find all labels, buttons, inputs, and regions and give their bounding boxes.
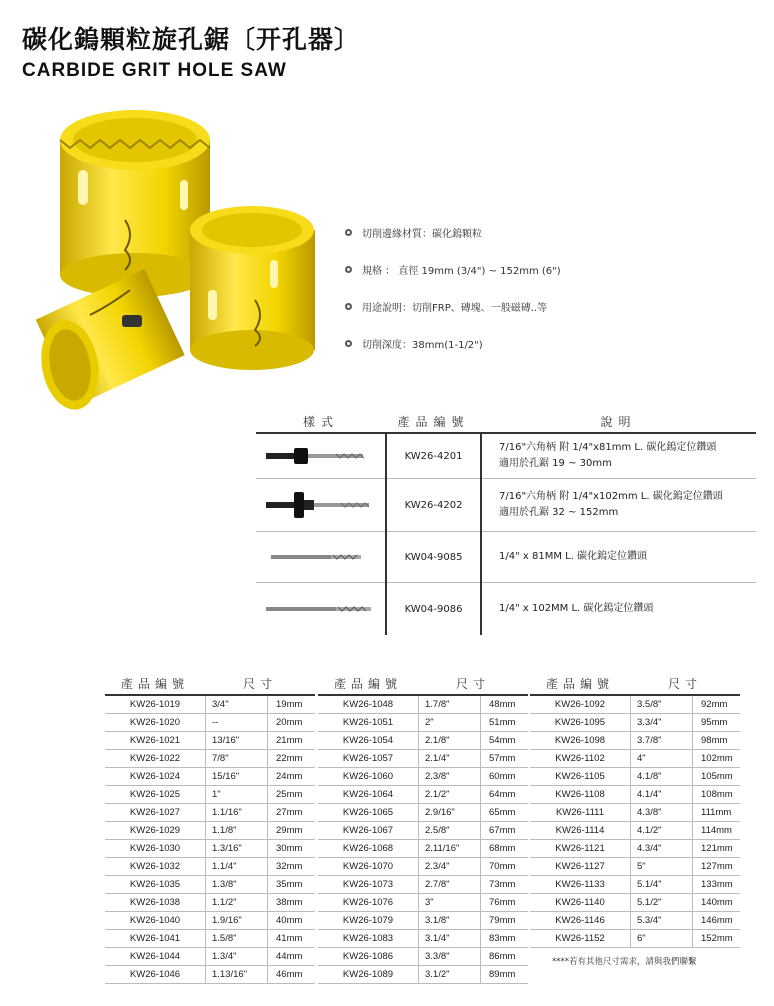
bullet-icon [345,266,352,273]
table-row [318,750,528,768]
mm-cell: 73mm [489,879,516,890]
mm-cell: 48mm [489,699,516,710]
table-row [105,714,315,732]
inch-cell: 1.9/16" [206,912,268,929]
inch-cell: 1.3/16" [206,840,268,857]
mm-cell: 98mm [701,735,728,746]
table-row [530,876,740,894]
model-cell: KW26-1048 [318,696,419,713]
model-cell: KW26-1046 [105,966,206,983]
accessory-table-body [256,434,756,635]
table-row [105,750,315,768]
table-row [530,912,740,930]
inch-cell: 2.1/4" [419,750,481,767]
mm-cell: 79mm [489,915,516,926]
table-row [530,930,740,948]
model-cell: KW26-1022 [105,750,206,767]
inch-cell: 3.7/8" [631,732,693,749]
mm-cell: 29mm [276,825,303,836]
accessory-table-header [256,410,756,434]
size-table-3 [530,672,740,948]
mm-cell: 105mm [701,771,733,782]
spec-item [345,251,765,288]
product-description [481,601,756,617]
table-row [105,858,315,876]
header-size: 尺寸 [667,676,702,691]
table-row [256,434,756,479]
mm-cell: 32mm [276,861,303,872]
model-cell: KW26-1030 [105,840,206,857]
table-row [256,583,756,635]
table-row [318,894,528,912]
size-table-header [105,672,315,696]
model-cell: KW26-1044 [105,948,206,965]
table-row [105,696,315,714]
inch-cell: 4.3/8" [631,804,693,821]
table-row [105,786,315,804]
table-row [105,732,315,750]
size-table-body [105,696,315,984]
mm-cell: 86mm [489,951,516,962]
model-cell: KW26-1029 [105,822,206,839]
inch-cell: 1.1/4" [206,858,268,875]
model-cell: KW26-1076 [318,894,419,911]
inch-cell: 5.1/4" [631,876,693,893]
model-cell: KW26-1067 [318,822,419,839]
mm-cell: 70mm [489,861,516,872]
inch-cell: 4.1/4" [631,786,693,803]
model-cell: KW26-1065 [318,804,419,821]
product-description [481,489,756,521]
mm-cell: 67mm [489,825,516,836]
mm-cell: 44mm [276,951,303,962]
spec-text: 用途說明：切削FRP、磚塊、一般磁磚..等 [362,303,548,314]
inch-cell: 1.13/16" [206,966,268,983]
mm-cell: 102mm [701,753,733,764]
model-cell: KW26-1152 [530,930,631,947]
model-cell: KW26-1095 [530,714,631,731]
model-cell: KW26-1051 [318,714,419,731]
mm-cell: 24mm [276,771,303,782]
model-cell: KW26-1146 [530,912,631,929]
table-row [530,696,740,714]
pilot-drill-icon [256,583,386,635]
inch-cell: 5" [631,858,693,875]
column-divider [480,434,482,635]
mm-cell: 146mm [701,915,733,926]
model-cell: KW26-1127 [530,858,631,875]
mm-cell: 83mm [489,933,516,944]
mm-cell: 133mm [701,879,733,890]
spec-list [345,214,765,362]
mm-cell: 114mm [701,825,732,836]
inch-cell: 2.9/16" [419,804,481,821]
inch-cell: 3/4" [206,696,268,713]
mm-cell: 38mm [276,897,303,908]
mm-cell: 20mm [276,717,303,728]
inch-cell: -- [206,714,268,731]
spec-text: 切削邊緣材質：碳化鎢顆粒 [362,229,482,240]
model-cell: KW26-1086 [318,948,419,965]
description-line: 7/16"六角柄 附 1/4"x102mm L. 碳化鎢定位鑽頭 [499,491,723,502]
model-cell: KW26-1073 [318,876,419,893]
table-row [105,840,315,858]
model-cell: KW26-1024 [105,768,206,785]
table-row [530,714,740,732]
table-row [530,786,740,804]
bullet-icon [345,229,352,236]
model-cell: KW26-1068 [318,840,419,857]
table-row [530,804,740,822]
inch-cell: 1.1/2" [206,894,268,911]
product-code: KW26-4202 [404,499,463,511]
inch-cell: 3.1/2" [419,966,481,983]
table-row [318,732,528,750]
mm-cell: 127mm [701,861,733,872]
arbor-large-icon [256,479,386,531]
pilot-drill-icon [256,532,386,582]
mm-cell: 30mm [276,843,303,854]
model-cell: KW26-1035 [105,876,206,893]
inch-cell: 1.3/4" [206,948,268,965]
bullet-icon [345,340,352,347]
model-cell: KW26-1083 [318,930,419,947]
size-table-header [318,672,528,696]
inch-cell: 2.1/8" [419,732,481,749]
header-code: 產品編號 [120,676,189,691]
mm-cell: 46mm [276,969,303,980]
header-size: 尺寸 [242,676,277,691]
model-cell: KW26-1133 [530,876,631,893]
inch-cell: 4.1/8" [631,768,693,785]
mm-cell: 65mm [489,807,516,818]
inch-cell: 5.1/2" [631,894,693,911]
table-row [530,750,740,768]
footnote: ****若有其他尺寸需求，請與我們聯繫 [552,957,697,967]
table-row [530,732,740,750]
product-code: KW26-4201 [404,450,463,462]
description-line: 適用於孔鋸 32 ~ 152mm [499,507,619,518]
table-row [318,948,528,966]
model-cell: KW26-1098 [530,732,631,749]
table-row [530,768,740,786]
header-code: 產品編號 [545,676,614,691]
table-row [256,479,756,532]
arbor-small-icon [256,434,386,478]
table-row [530,822,740,840]
header-code: 產品編號 [397,414,470,429]
table-row [256,532,756,583]
model-cell: KW26-1064 [318,786,419,803]
mm-cell: 35mm [276,879,303,890]
product-description [481,549,756,565]
inch-cell: 2.3/4" [419,858,481,875]
size-table-1 [105,672,315,984]
mm-cell: 108mm [701,789,733,800]
table-row [105,768,315,786]
mm-cell: 54mm [489,735,516,746]
inch-cell: 1" [206,786,268,803]
inch-cell: 3.5/8" [631,696,693,713]
model-cell: KW26-1025 [105,786,206,803]
mm-cell: 57mm [489,753,516,764]
description-line: 1/4" x 81MM L. 碳化鎢定位鑽頭 [499,551,648,562]
inch-cell: 4.3/4" [631,840,693,857]
model-cell: KW26-1020 [105,714,206,731]
product-description [481,440,756,472]
inch-cell: 1.1/16" [206,804,268,821]
mm-cell: 27mm [276,807,303,818]
mm-cell: 64mm [489,789,516,800]
spec-item [345,288,765,325]
table-row [105,912,315,930]
table-row [530,840,740,858]
mm-cell: 89mm [489,969,516,980]
mm-cell: 95mm [701,717,728,728]
header-code: 產品編號 [333,676,402,691]
model-cell: KW26-1092 [530,696,631,713]
table-row [105,966,315,984]
medium-hole-saw [190,206,315,370]
mm-cell: 121mm [701,843,733,854]
table-row [318,804,528,822]
model-cell: KW26-1089 [318,966,419,983]
model-cell: KW26-1032 [105,858,206,875]
mm-cell: 41mm [276,933,303,944]
table-row [318,930,528,948]
table-row [318,786,528,804]
mm-cell: 60mm [489,771,516,782]
inch-cell: 15/16" [206,768,268,785]
table-row [318,768,528,786]
table-row [530,858,740,876]
model-cell: KW26-1040 [105,912,206,929]
product-code: KW04-9086 [404,603,463,615]
inch-cell: 13/16" [206,732,268,749]
inch-cell: 2.5/8" [419,822,481,839]
inch-cell: 3.1/4" [419,930,481,947]
model-cell: KW26-1038 [105,894,206,911]
size-table-body [530,696,740,948]
model-cell: KW26-1079 [318,912,419,929]
model-cell: KW26-1114 [530,822,631,839]
description-line: 7/16"六角柄 附 1/4"x81mm L. 碳化鎢定位鑽頭 [499,442,717,453]
model-cell: KW26-1021 [105,732,206,749]
table-row [318,966,528,984]
model-cell: KW26-1105 [530,768,631,785]
table-row [105,804,315,822]
spec-text: 切削深度：38mm(1-1/2") [362,340,483,351]
product-code: KW04-9085 [404,551,463,563]
inch-cell: 2.7/8" [419,876,481,893]
inch-cell: 2.3/8" [419,768,481,785]
mm-cell: 140mm [701,897,733,908]
inch-cell: 2.11/16" [419,840,481,857]
model-cell: KW26-1041 [105,930,206,947]
mm-cell: 40mm [276,915,303,926]
model-cell: KW26-1140 [530,894,631,911]
mm-cell: 51mm [489,717,516,728]
model-cell: KW26-1070 [318,858,419,875]
size-table-header [530,672,740,696]
mm-cell: 111mm [701,807,732,818]
spec-text: 規格 ： 直徑 19mm (3/4") ~ 152mm (6") [362,266,561,277]
model-cell: KW26-1121 [530,840,631,857]
mm-cell: 22mm [276,753,303,764]
inch-cell: 3" [419,894,481,911]
inch-cell: 1.3/8" [206,876,268,893]
table-row [318,876,528,894]
inch-cell: 2" [419,714,481,731]
mm-cell: 152mm [701,933,733,944]
inch-cell: 1.1/8" [206,822,268,839]
table-row [105,894,315,912]
header-size: 尺寸 [455,676,490,691]
model-cell: KW26-1060 [318,768,419,785]
size-table-body [318,696,528,984]
table-row [105,930,315,948]
spec-item [345,214,765,251]
inch-cell: 7/8" [206,750,268,767]
description-line: 適用於孔鋸 19 ~ 30mm [499,458,612,469]
mm-cell: 25mm [276,789,303,800]
size-table-2 [318,672,528,984]
page-title: 碳化鎢顆粒旋孔鋸〔开孔器〕 [22,25,361,54]
inch-cell: 1.7/8" [419,696,481,713]
inch-cell: 3.3/4" [631,714,693,731]
spec-item [345,325,765,362]
table-row [105,876,315,894]
table-row [318,714,528,732]
inch-cell: 3.1/8" [419,912,481,929]
large-hole-saw [60,110,210,297]
model-cell: KW26-1054 [318,732,419,749]
accessory-table [256,410,756,635]
table-row [318,858,528,876]
mm-cell: 21mm [276,735,303,746]
header-style: 樣式 [302,414,339,429]
bullet-icon [345,303,352,310]
model-cell: KW26-1108 [530,786,631,803]
model-cell: KW26-1027 [105,804,206,821]
inch-cell: 1.5/8" [206,930,268,947]
mm-cell: 92mm [701,699,728,710]
inch-cell: 2.1/2" [419,786,481,803]
model-cell: KW26-1111 [530,804,631,821]
table-row [318,912,528,930]
page-subtitle: CARBIDE GRIT HOLE SAW [22,60,287,81]
table-row [318,696,528,714]
model-cell: KW26-1102 [530,750,631,767]
table-row [105,948,315,966]
column-divider [385,434,387,635]
hole-saw-product-photo [30,100,330,420]
inch-cell: 5.3/4" [631,912,693,929]
inch-cell: 4.1/2" [631,822,693,839]
inch-cell: 6" [631,930,693,947]
table-row [318,840,528,858]
table-row [105,822,315,840]
mm-cell: 68mm [489,843,516,854]
table-row [318,822,528,840]
mm-cell: 19mm [276,699,303,710]
inch-cell: 3.3/8" [419,948,481,965]
inch-cell: 4" [631,750,693,767]
model-cell: KW26-1019 [105,696,206,713]
table-row [530,894,740,912]
header-description: 說明 [600,414,637,429]
model-cell: KW26-1057 [318,750,419,767]
description-line: 1/4" x 102MM L. 碳化鎢定位鑽頭 [499,603,654,614]
mm-cell: 76mm [489,897,516,908]
